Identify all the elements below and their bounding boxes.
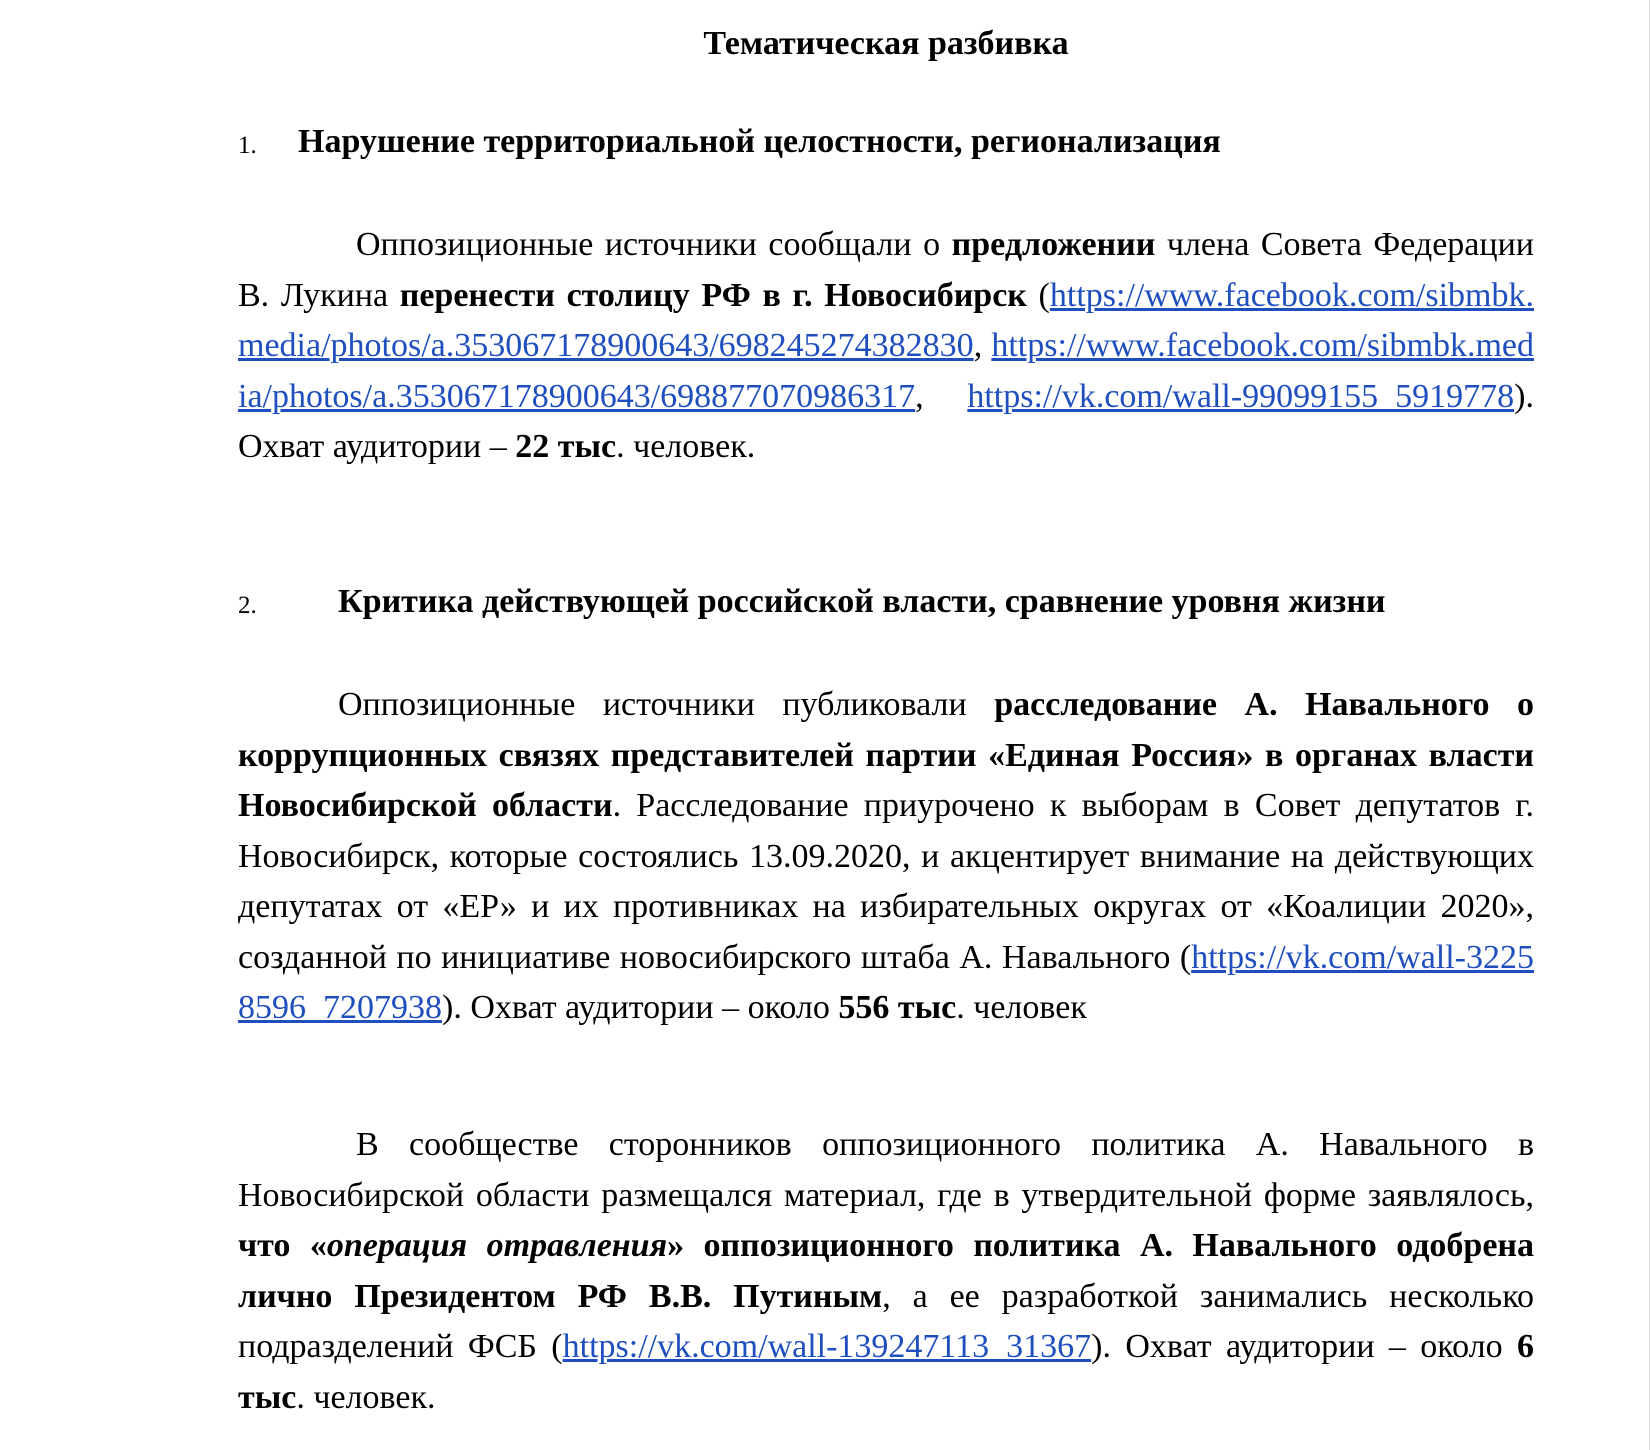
document-title: Тематическая разбивка bbox=[703, 25, 1069, 62]
text-run: члена Совета Федерации В. Лукина bbox=[238, 226, 1534, 314]
section-1-title: Нарушение территориальной целостности, регионализация bbox=[298, 123, 1221, 160]
text-run: ). Охват аудитории – bbox=[238, 377, 1534, 465]
text-run: , bbox=[973, 327, 992, 364]
bold-run: расследование А. Навального о коррупционных связях представителей партии «Единая Россия» в органах власти Новосибирской области bbox=[238, 686, 1534, 824]
bold-italic-run: операция отравления bbox=[326, 1227, 668, 1264]
text-run: . человек. bbox=[616, 428, 756, 465]
link-facebook-2[interactable]: https://www.facebook.com/sibmbk.media/photos/a.353067178900643/698877070986317 bbox=[238, 327, 1534, 415]
section-1-paragraph-1 bbox=[238, 220, 1534, 473]
text-run: , а ее разработкой занимались несколько подразделений ФСБ ( bbox=[238, 1277, 1534, 1365]
section-1-number: 1. bbox=[238, 132, 257, 159]
audience-count: 6 тыс bbox=[238, 1328, 1534, 1416]
bold-run: предложении bbox=[951, 226, 1156, 263]
section-2-paragraph-1 bbox=[238, 680, 1534, 1034]
text-run: В сообществе сторонников оппозиционного политика А. Навального в Новосибирской области размещался материал, где в утвердительной форме заявлялось, bbox=[238, 1126, 1534, 1214]
text-run: . человек. bbox=[296, 1378, 436, 1416]
link-vk-3[interactable]: https://vk.com/wall-139247113_31367 bbox=[562, 1328, 1092, 1365]
section-2-title: Критика действующей российской власти, сравнение уровня жизни bbox=[338, 583, 1386, 620]
text-run: . Расследование приурочено к выборам в Совет депутатов г. Новосибирск, которые состоялись 13.09.2020, и акцентирует внимание на действующих депутатах от «ЕР» и их противниках на избирательных округах от «Коалиции 2020», созданной по инициативе новосибирского штаба А. Навального ( bbox=[238, 787, 1534, 976]
link-facebook-1[interactable]: https://www.facebook.com/sibmbk.media/photos/a.353067178900643/698245274382830 bbox=[238, 276, 1534, 364]
bold-run: » оппозиционного политика А. Навального одобрена лично Президентом РФ В.В. Путиным bbox=[238, 1227, 1535, 1315]
audience-count: 556 тыс bbox=[838, 989, 957, 1026]
section-2-paragraph-2 bbox=[238, 1120, 1534, 1423]
link-vk-2[interactable]: https://vk.com/wall-32258596_7207938 bbox=[238, 938, 1534, 1026]
text-run: ). Охват аудитории – около bbox=[442, 989, 839, 1026]
audience-count: 22 тыс bbox=[515, 428, 617, 465]
text-run: Оппозиционные источники публиковали bbox=[338, 686, 995, 723]
bold-run: что « bbox=[238, 1227, 327, 1264]
text-run: . человек bbox=[956, 989, 1087, 1026]
bold-run: перенести столицу РФ в г. Новосибирск bbox=[399, 276, 1027, 314]
text-run: , bbox=[915, 377, 968, 415]
text-run: ( bbox=[1026, 276, 1050, 314]
link-vk-1[interactable]: https://vk.com/wall-99099155_5919778 bbox=[967, 377, 1515, 415]
text-run: ). Охват аудитории – около bbox=[1091, 1328, 1517, 1365]
section-2-number: 2. bbox=[238, 592, 257, 619]
text-run: Оппозиционные источники сообщали о bbox=[356, 226, 952, 263]
